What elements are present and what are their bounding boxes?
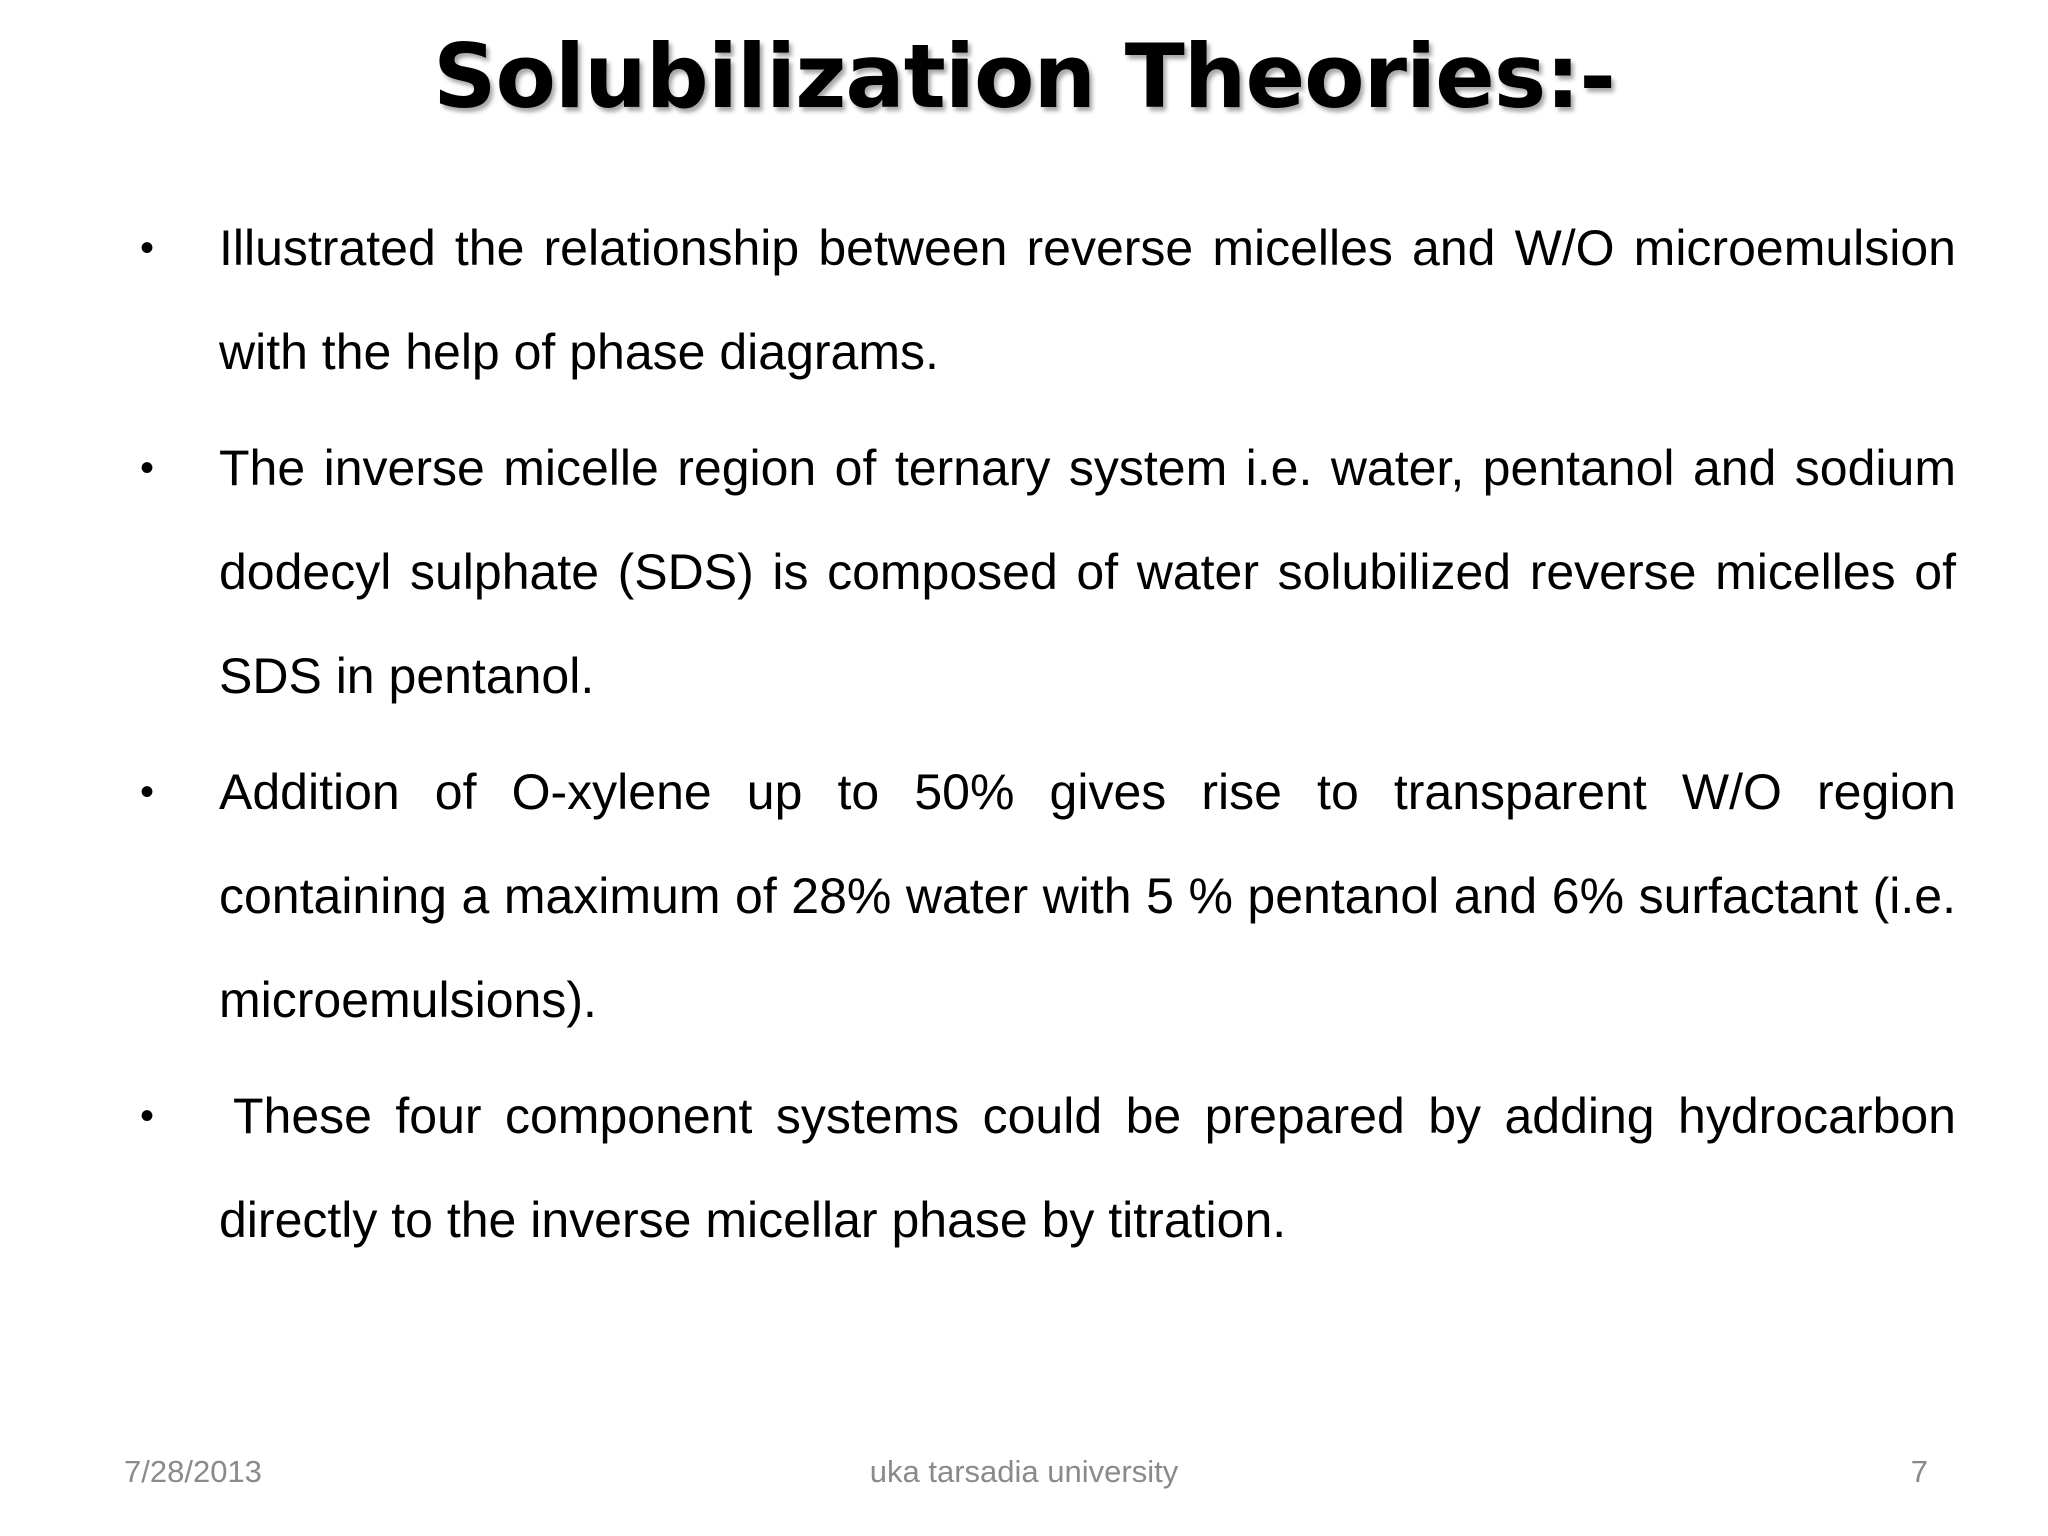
bullet-text: The inverse micelle region of ternary system i.e. water, pentanol and sodium dodecyl sulphate (SDS) is composed of water solubilized reverse micelles of SDS in pentanol. xyxy=(219,440,1956,704)
bullet-marker: • xyxy=(140,770,155,814)
bullet-marker: • xyxy=(140,1094,155,1138)
bullet-item xyxy=(140,1064,1956,1272)
bullet-item xyxy=(140,416,1956,728)
bullet-item xyxy=(140,196,1956,404)
bullet-text: Illustrated the relationship between reverse micelles and W/O microemulsion with the help of phase diagrams. xyxy=(219,220,1956,380)
slide-title: Solubilization Theories:- xyxy=(433,25,1615,128)
bullet-text: These four component systems could be prepared by adding hydrocarbon directly to the inverse micellar phase by titration. xyxy=(219,1088,1956,1248)
footer-date: 7/28/2013 xyxy=(124,1454,262,1489)
bullet-text: Addition of O-xylene up to 50% gives rise to transparent W/O region containing a maximum of 28% water with 5 % pentanol and 6% surfactant (i.e. microemulsions). xyxy=(219,764,1956,1028)
footer-organization: uka tarsadia university xyxy=(869,1454,1179,1489)
footer-page-number: 7 xyxy=(1910,1454,1928,1489)
bullet-list xyxy=(140,196,1956,1284)
bullet-marker: • xyxy=(140,226,155,270)
bullet-marker: • xyxy=(140,446,155,490)
bullet-item xyxy=(140,740,1956,1052)
